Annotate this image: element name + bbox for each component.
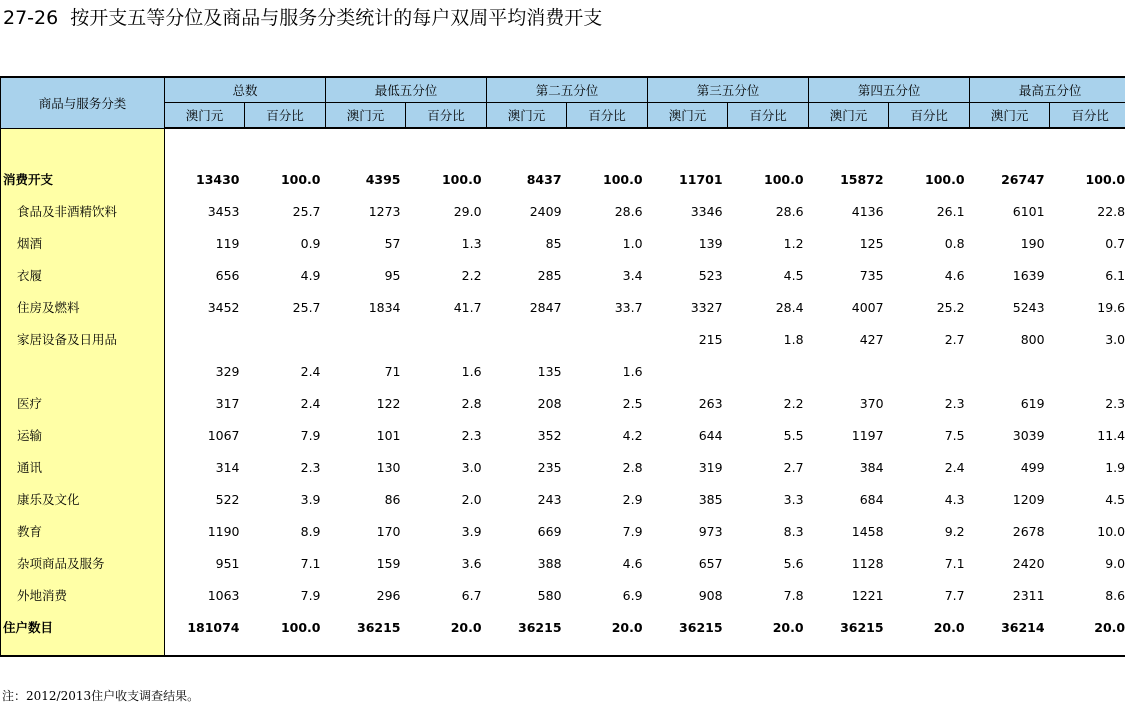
cell-mop: 657 [698,555,723,571]
cell-percent: 2.9 [622,491,643,507]
cell-percent: 4.9 [300,267,321,283]
cell-mop: 215 [698,331,723,347]
cell-percent: 7.8 [783,587,804,603]
table-row [1,579,1125,611]
page-title [3,3,602,30]
cell-percent: 7.9 [300,427,321,443]
cell-mop: 26747 [1001,171,1045,187]
cell-percent: 8.6 [1050,579,1125,611]
cell-percent [889,355,970,387]
cell-percent: 28.6 [775,203,804,219]
cell-mop: 370 [859,395,884,411]
cell-percent [567,323,648,355]
cell-mop: 4007 [851,299,884,315]
cell-percent: 2.4 [944,459,965,475]
expenditure-table [0,76,1125,657]
cell-percent: 1.9 [1050,451,1125,483]
cell-mop: 139 [698,235,723,251]
cell-mop: 36215 [679,619,723,635]
row-label: 教育 [1,515,165,547]
table-row [1,515,1125,547]
cell-mop [648,355,728,387]
cell-mop: 2409 [529,203,562,219]
cell-percent: 6.9 [622,587,643,603]
cell-percent: 6.7 [461,587,482,603]
cell-percent: 7.5 [944,427,965,443]
table-row [1,227,1125,259]
cell-mop: 523 [698,267,723,283]
cell-percent: 20.0 [1050,611,1125,643]
cell-percent [728,355,809,387]
cell-percent: 20.0 [933,619,965,635]
row-label: 康乐及文化 [1,483,165,515]
cell-mop: 1190 [207,523,240,539]
cell-mop: 190 [1020,235,1045,251]
header-group-row [1,77,1125,103]
cell-mop: 3346 [690,203,723,219]
cell-mop: 36214 [1001,619,1045,635]
row-label: 住户数目 [1,611,165,643]
sub-header-percent: 百分比 [889,103,970,129]
cell-mop: 130 [376,459,401,475]
cell-mop: 352 [537,427,562,443]
sub-header-mop: 澳门元 [326,103,406,129]
cell-mop: 3453 [207,203,240,219]
cell-percent: 4.3 [944,491,965,507]
sub-header-percent: 百分比 [728,103,809,129]
cell-percent: 6.1 [1050,259,1125,291]
cell-mop: 4136 [851,203,884,219]
cell-percent: 3.0 [461,459,482,475]
cell-percent: 3.4 [622,267,643,283]
cell-mop: 36215 [357,619,401,635]
sub-header-percent: 百分比 [406,103,487,129]
cell-mop: 159 [376,555,401,571]
cell-percent: 10.0 [1050,515,1125,547]
group-header-q5: 最高五分位 [970,77,1125,103]
cell-percent [245,323,326,355]
cell-percent: 2.2 [783,395,804,411]
cell-mop: 95 [384,267,401,283]
cell-percent: 20.0 [611,619,643,635]
table-row [1,611,1125,643]
cell-mop: 427 [859,331,884,347]
row-label: 住房及燃料 [1,291,165,323]
cell-percent: 2.0 [461,491,482,507]
cell-percent: 1.6 [461,363,482,379]
cell-mop: 296 [376,587,401,603]
cell-percent: 8.3 [783,523,804,539]
cell-mop: 285 [537,267,562,283]
cell-mop: 319 [698,459,723,475]
cell-percent: 100.0 [925,171,965,187]
cell-mop: 669 [537,523,562,539]
header-sub-row [1,103,1125,129]
cell-percent [406,323,487,355]
cell-percent: 3.6 [461,555,482,571]
cell-mop: 2311 [1012,587,1045,603]
cell-percent: 2.7 [944,331,965,347]
cell-mop: 243 [537,491,562,507]
cell-mop: 15872 [840,171,884,187]
row-label: 家居设备及日用品 [1,323,165,355]
cell-percent: 4.6 [622,555,643,571]
cell-mop: 1197 [851,427,884,443]
cell-mop: 11701 [679,171,723,187]
table-row [1,323,1125,355]
row-label: 外地消费 [1,579,165,611]
cell-mop: 499 [1020,459,1045,475]
cell-mop: 329 [215,363,240,379]
cell-percent: 2.2 [461,267,482,283]
cell-mop: 235 [537,459,562,475]
cell-mop: 800 [1020,331,1045,347]
group-header-q3: 第三五分位 [648,77,809,103]
cell-mop: 2678 [1012,523,1045,539]
cell-mop: 119 [215,235,240,251]
cell-mop: 208 [537,395,562,411]
cell-mop: 619 [1020,395,1045,411]
table-row [1,355,1125,387]
cell-mop: 85 [545,235,562,251]
cell-mop: 1639 [1012,267,1045,283]
cell-mop: 1273 [368,203,401,219]
cell-mop: 384 [859,459,884,475]
cell-mop: 2847 [529,299,562,315]
cell-percent: 7.9 [300,587,321,603]
cell-mop: 71 [384,363,401,379]
cell-percent: 100.0 [280,171,321,187]
cell-percent: 1.0 [622,235,643,251]
sub-header-mop: 澳门元 [165,103,245,129]
cell-mop: 1063 [207,587,240,603]
cell-mop: 125 [859,235,884,251]
cell-percent: 28.6 [614,203,643,219]
cell-percent: 22.8 [1050,195,1125,227]
cell-mop: 522 [215,491,240,507]
table-row [1,547,1125,579]
cell-mop [326,323,406,355]
cell-percent: 2.4 [300,395,321,411]
cell-percent: 3.3 [783,491,804,507]
cell-percent: 0.8 [944,235,965,251]
row-label [1,355,165,387]
row-label: 消费开支 [1,163,165,195]
cell-percent: 5.5 [783,427,804,443]
cell-percent: 2.4 [300,363,321,379]
cell-percent: 7.9 [622,523,643,539]
cell-mop: 580 [537,587,562,603]
cell-percent: 1.3 [461,235,482,251]
cell-mop: 5243 [1012,299,1045,315]
group-header-total: 总数 [165,77,326,103]
cell-mop: 8437 [526,171,562,187]
cell-percent: 3.9 [461,523,482,539]
row-label: 杂项商品及服务 [1,547,165,579]
cell-percent: 26.1 [936,203,965,219]
cell-percent: 4.5 [1050,483,1125,515]
cell-percent: 9.2 [944,523,965,539]
cell-mop: 314 [215,459,240,475]
cell-percent: 20.0 [772,619,804,635]
cell-mop: 973 [698,523,723,539]
table-row [1,419,1125,451]
cell-mop: 684 [859,491,884,507]
cell-mop: 1209 [1012,491,1045,507]
group-header-q4: 第四五分位 [809,77,970,103]
cell-mop: 13430 [196,171,240,187]
table-row [1,259,1125,291]
table-row [1,195,1125,227]
cell-mop [809,355,889,387]
cell-percent: 2.5 [622,395,643,411]
row-label: 运输 [1,419,165,451]
cell-percent: 33.7 [614,299,643,315]
cell-percent: 5.6 [783,555,804,571]
cell-mop: 317 [215,395,240,411]
cell-mop: 3452 [207,299,240,315]
cell-percent [1050,355,1125,387]
cell-mop: 2420 [1012,555,1045,571]
cell-mop: 135 [537,363,562,379]
cell-percent: 20.0 [450,619,482,635]
cell-percent: 2.7 [783,459,804,475]
cell-mop: 3039 [1012,427,1045,443]
cell-mop: 385 [698,491,723,507]
cell-mop: 263 [698,395,723,411]
cell-percent: 2.3 [461,427,482,443]
sub-header-mop: 澳门元 [487,103,567,129]
cell-percent: 3.0 [1050,323,1125,355]
cell-mop: 644 [698,427,723,443]
cell-percent: 25.2 [936,299,965,315]
group-header-q2: 第二五分位 [487,77,648,103]
cell-percent: 28.4 [775,299,804,315]
cell-percent: 3.9 [300,491,321,507]
row-label: 医疗 [1,387,165,419]
cell-percent: 0.9 [300,235,321,251]
cell-percent: 19.6 [1050,291,1125,323]
footnote: 注：2012/2013住户收支调查结果。 [2,689,200,703]
cell-percent: 7.1 [300,555,321,571]
sub-header-mop: 澳门元 [809,103,889,129]
cell-percent: 7.1 [944,555,965,571]
table-row [1,163,1125,195]
cell-percent: 0.7 [1050,227,1125,259]
cell-percent: 2.3 [1050,387,1125,419]
row-label: 食品及非酒精饮料 [1,195,165,227]
row-label: 通讯 [1,451,165,483]
sub-header-mop: 澳门元 [648,103,728,129]
cell-mop: 656 [215,267,240,283]
cell-mop: 951 [215,555,240,571]
cell-percent: 100.0 [764,171,804,187]
cell-mop: 1221 [851,587,884,603]
cell-percent: 4.6 [944,267,965,283]
cell-mop: 1458 [851,523,884,539]
cell-percent: 1.8 [783,331,804,347]
table-row [1,387,1125,419]
cell-percent: 25.7 [292,299,321,315]
cell-mop: 735 [859,267,884,283]
cell-percent: 2.8 [461,395,482,411]
cell-percent: 4.2 [622,427,643,443]
group-header-q1: 最低五分位 [326,77,487,103]
cell-percent: 2.3 [944,395,965,411]
table-row [1,291,1125,323]
cell-percent: 7.7 [944,587,965,603]
cell-mop: 3327 [690,299,723,315]
cell-percent: 2.3 [300,459,321,475]
cell-mop [487,323,567,355]
cell-percent: 2.8 [622,459,643,475]
cell-percent: 100.0 [1050,163,1125,195]
cell-mop [970,355,1050,387]
cell-mop: 1834 [368,299,401,315]
sub-header-mop: 澳门元 [970,103,1050,129]
cell-percent: 9.0 [1050,547,1125,579]
cell-mop: 36215 [518,619,562,635]
table-row [1,483,1125,515]
row-label-header: 商品与服务分类 [1,77,165,128]
cell-mop: 86 [384,491,401,507]
cell-mop: 122 [376,395,401,411]
cell-mop: 908 [698,587,723,603]
spacer-row [1,643,1125,656]
cell-percent: 4.5 [783,267,804,283]
cell-percent: 100.0 [441,171,482,187]
cell-mop: 1067 [207,427,240,443]
cell-mop: 101 [376,427,401,443]
sub-header-percent: 百分比 [567,103,648,129]
table-number: 27-26 [3,7,59,29]
table-title: 按开支五等分位及商品与服务分类统计的每户双周平均消费开支 [70,7,603,29]
cell-percent: 1.2 [783,235,804,251]
cell-mop: 4395 [365,171,401,187]
cell-percent: 41.7 [453,299,482,315]
cell-percent: 100.0 [603,171,643,187]
sub-header-percent: 百分比 [1050,103,1125,129]
cell-percent: 11.4 [1050,419,1125,451]
cell-percent: 25.7 [292,203,321,219]
cell-mop: 57 [384,235,401,251]
table-row [1,451,1125,483]
spacer-row [1,128,1125,163]
cell-percent: 100.0 [280,619,321,635]
cell-mop: 181074 [187,619,240,635]
cell-mop: 36215 [840,619,884,635]
sub-header-percent: 百分比 [245,103,326,129]
cell-mop: 1128 [851,555,884,571]
cell-percent: 29.0 [453,203,482,219]
row-label: 烟酒 [1,227,165,259]
cell-mop: 388 [537,555,562,571]
cell-percent: 8.9 [300,523,321,539]
cell-mop: 6101 [1012,203,1045,219]
row-label: 衣履 [1,259,165,291]
cell-mop: 170 [376,523,401,539]
cell-mop [165,323,245,355]
cell-percent: 1.6 [622,363,643,379]
